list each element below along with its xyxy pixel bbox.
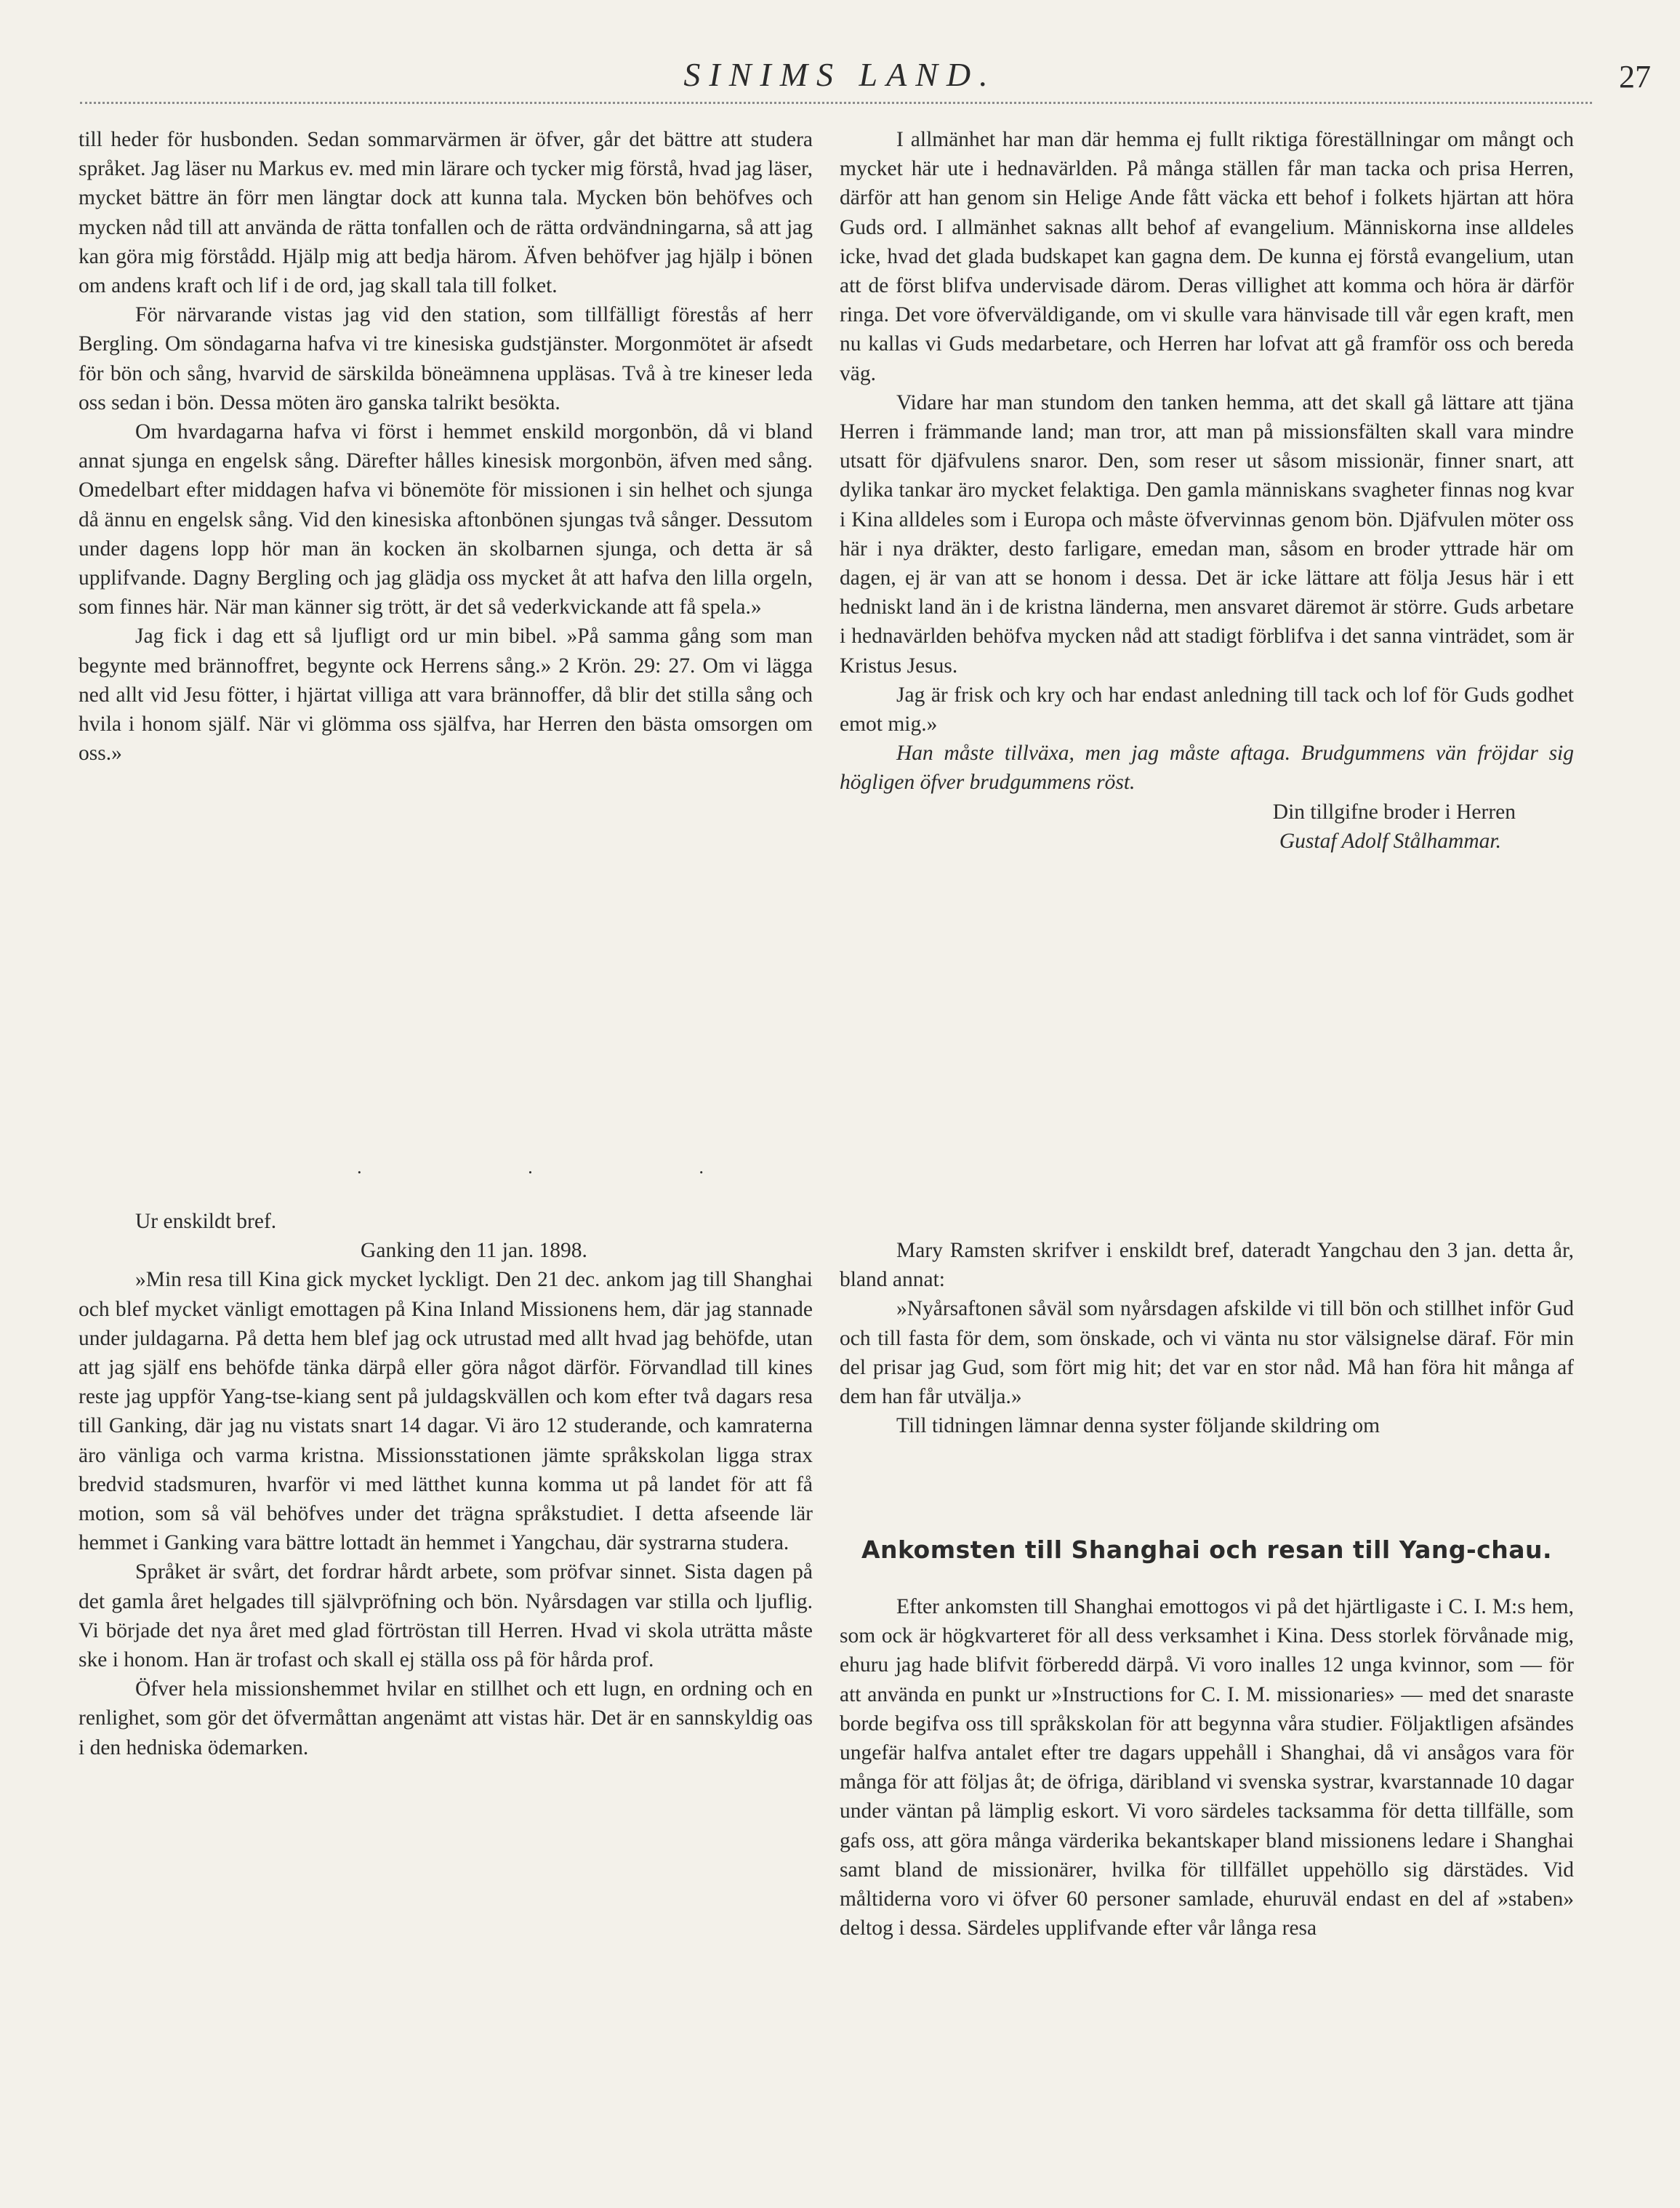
paragraph: I allmänhet har man där hemma ej fullt riktiga föreställningar om mångt och mycket här ute i hednavärlden. På många ställen får man tacka och prisa Herren, därför att han genom sin Helige Ande fått väcka ett behof i folkets hjärtan att höra Guds ord. I allmänhet saknas allt behof af evangelium. Människorna inse alldeles icke, hvad det glada budskapet kan gagna dem. De kunna ej förstå evangelium, utan att de först blifva undervisade därom. Deras villighet att komma och höra är därför ringa. Det vore öfverväldigande, om vi skulle vara hänvisade till vår egen kraft, men nu kallas vi Guds medarbetare, och Herren har lofvat att gå framför oss och bereda väg. <box>840 128 1574 385</box>
letter-place-date: Ganking den 11 jan. 1898. <box>361 1239 587 1263</box>
paragraph: Mary Ramsten skrifver i enskildt bref, dateradt Yangchau den 3 jan. detta år, bland annat: <box>840 1239 1574 1292</box>
paragraph: Vidare har man stundom den tanken hemma, att det skall gå lättare att tjäna Herren i främmande land; man tror, att man på missionsfälten skall vara mindre utsatt för djäfvulens snaror. Den, som reser ut såsom missionär, finner snart, att dylika tankar äro mycket felaktiga. Den gamla människans svagheter finnas nog kvar i Kina alldeles som i Europa och måste öfvervinnas genom bön. Djäfvulen möter oss här i nya dräkter, desto farligare, emedan man, såsom en broder yttrade här om dagen, ej är van att se honom i dessa. Det är icke lättare att följa Jesus här i ett hedniskt land än i de kristna länderna, men ansvaret däremot är större. Guds arbetare i hednavärlden behöfva mycken nåd att stadigt förblifva i det sanna vinträdet, som är Kristus Jesus. <box>840 390 1574 678</box>
section-divider-dots: · · · <box>356 1162 784 1183</box>
paragraph: Efter ankomsten till Shanghai emottogos vi på det hjärtligaste i C. I. M:s hem, som ock är högkvarteret för all dess verksamhet i Kina. Dess storlek förvånade mig, ehuru jag hade blifvit förberedd därpå. Vi voro inalles 12 unga kvinnor, som — för att använda en punkt ur »Instructions for C. I. M. missionaries» — med det snaraste borde begifva oss till språkskolan för att begynna våra studier. Följaktligen afsändes ungefär halfva antalet efter tre dagars uppehåll i Shanghai, då vi ansågos vara för många för att följas åt; de öfriga, däribland vi svenska systrar, kvarstannade 10 dagar under väntan på lämplig eskort. Vi voro särdeles tacksamma för detta tillfälle, som gafs oss, att göra många värderika bekantskaper bland missionens ledare i Shanghai samt bland de missionärer, hvilka för tillfället uppehöllo sig därstädes. Vid måltiderna voro vi öfver 60 personer samlade, ehuruväl endast en del af »staben» deltog i dessa. Särdeles upplifvande efter vår långa resa <box>840 1595 1574 1940</box>
paragraph: Om hvardagarna hafva vi först i hemmet enskild morgonbön, då vi bland annat sjunga en engelsk sång. Därefter hålles kinesisk morgonbön, äfven med sång. Omedelbart efter middagen hafva vi bönemöte för missionen i sin helhet och sjunga då ännu en engelsk sång. Vid den kinesiska aftonbönen sjungas två sånger. Dessutom under dagens lopp hör man än kocken än skolbarnen sjunga, och detta är så upplifvande. Dagny Bergling och jag glädja oss mycket åt att hafva den lilla orgeln, som finnes här. När man känner sig trött, är det så vederkvickande att få spela.» <box>79 420 813 619</box>
right-column-bottom <box>840 1236 1574 1440</box>
right-column-top <box>840 125 1574 856</box>
paragraph: Jag är frisk och kry och har endast anledning till tack och lof för Guds godhet emot mig.» <box>840 683 1574 736</box>
left-column-bottom <box>79 1207 813 1762</box>
running-head <box>0 51 1680 102</box>
signature-line: Din tillgifne broder i Herren <box>1272 800 1516 824</box>
paragraph: Språket är svårt, det fordrar hårdt arbete, som pröfvar sinnet. Sista dagen på det gamla året helgades till självpröfning och bön. Nyårsdagen var stilla och ljuflig. Vi började det nya året med glad förtröstan till Herren. Hvad vi skola uträtta måste ske i honom. Han är trofast och skall ej ställa oss på för hårda prof. <box>79 1560 813 1672</box>
paragraph: Till tidningen lämnar denna syster följande skildring om <box>896 1414 1380 1438</box>
page-number: 27 <box>1619 59 1651 95</box>
running-title: SINIMS LAND. <box>683 56 997 93</box>
paragraph: till heder för husbonden. Sedan sommarvärmen är öfver, går det bättre att studera språket. Jag läser nu Markus ev. med min lärare och tycker mig förstå, hvad jag läser, mycket bättre än förr men längtar dock att kunna tala. Mycken bön behöfves och mycken nåd till att använda de rätta tonfallen och de rätta ordvändningarna, så att jag kan göra mig förstådd. Hjälp mig att bedja härom. Äfven behöfver jag hjälp i bönen om andens kraft och lif i de ord, jag skall tala till folket. <box>79 128 813 298</box>
left-column-top <box>79 125 813 768</box>
header-rule <box>80 102 1592 104</box>
section-heading: Ankomsten till Shanghai och resan till Yang-chau. <box>861 1535 1553 1564</box>
signature-name: Gustaf Adolf Stålhammar. <box>1279 829 1501 853</box>
right-column-article <box>840 1592 1574 1943</box>
paragraph: Jag fick i dag ett så ljufligt ord ur min bibel. »På samma gång som man begynte med brännoffret, begynte ock Herrens sång.» 2 Krön. 29: 27. Om vi lägga ned allt vid Jesu fötter, i hjärtat villiga att vara brännoffer, då blir det stilla sång och hvila i honom själf. När vi glömma oss själfva, har Herren den bästa omsorgen om oss.» <box>79 625 813 766</box>
paragraph: »Nyårsaftonen såväl som nyårsdagen afskilde vi till bön och stillhet inför Gud och till fasta för dem, som önskade, och vi vänta nu stor välsignelse däraf. För min del prisar jag Gud, som fört mig hit; det var en stor nåd. Må han föra hit många af dem han får utvälja.» <box>840 1297 1574 1409</box>
paragraph: »Min resa till Kina gick mycket lyckligt. Den 21 dec. ankom jag till Shanghai och blef mycket vänligt emottagen på Kina Inland Missionens hem, där jag stannade under juldagarna. På detta hem blef jag ock utrustad med allt hvad jag behöfde, utan att jag själf ens behöfde tänka därpå eller göra något därför. Förvandlad till kines reste jag uppför Yang-tse-kiang sent på juldagskvällen och kom efter två dagars resa till Ganking, där jag nu vistats snart 14 dagar. Vi äro 12 studerande, och kamraterna äro vänliga och varma kristna. Missionsstationen jämte språkskolan ligga strax bredvid stadsmuren, hvarför vi med lätthet kunna komma ut på landet för att få motion, som så väl behöfves under det trägna språkstudiet. I detta afseende lär hemmet i Ganking vara bättre lottadt än hemmet i Yangchau, där systrarna studera. <box>79 1268 813 1555</box>
letter-intro: Ur enskildt bref. <box>135 1210 277 1233</box>
paragraph: För närvarande vistas jag vid den station, som tillfälligt förestås af herr Bergling. Om söndagarna hafva vi tre kinesiska gudstjänster. Morgonmötet är afsedt för bön och sång, hvarvid de särskilda böneämnena uppläsas. Två à tre kineser leda oss sedan i bön. Dessa möten äro ganska talrikt besökta. <box>79 303 813 414</box>
paragraph: Öfver hela missionshemmet hvilar en stillhet och ett lugn, en ordning och en renlighet, som gör det öfvermåttan angenämt att vistas här. Det är en sannskyldig oas i den hedniska ödemarken. <box>79 1677 813 1759</box>
scripture-quote: Han måste tillväxa, men jag måste aftaga. Brudgummens vän fröjdar sig högligen öfver brudgummens röst. <box>840 742 1574 795</box>
